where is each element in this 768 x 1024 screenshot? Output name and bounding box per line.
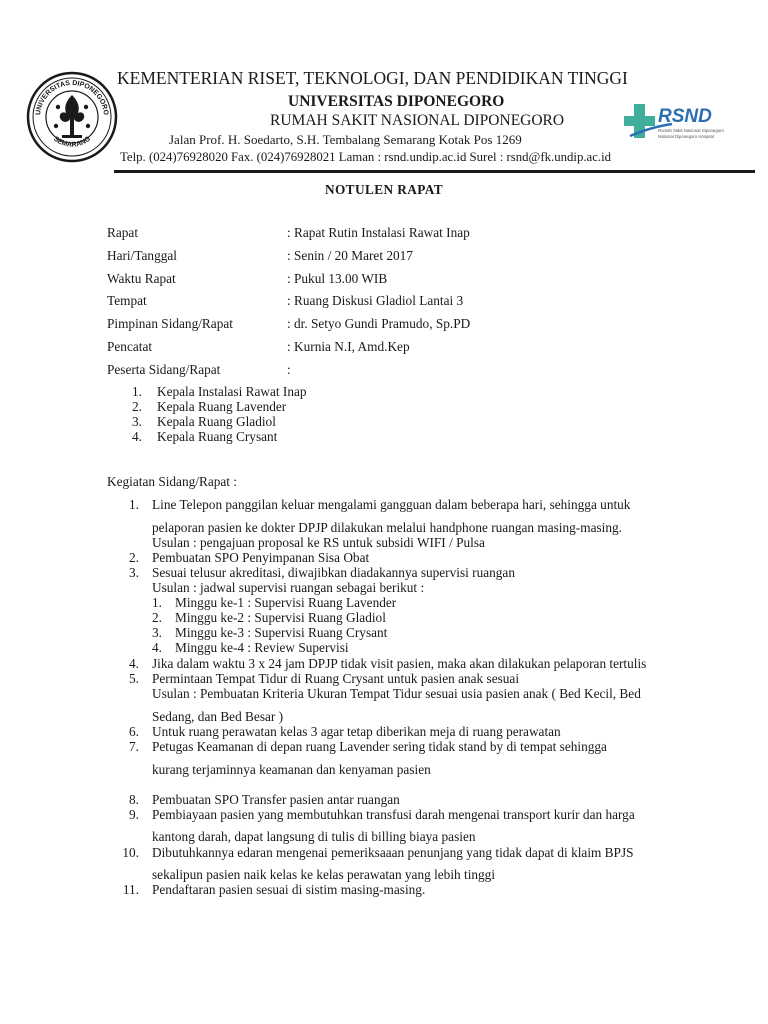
meta-value: : Ruang Diskusi Gladiol Lantai 3 <box>287 293 464 308</box>
list-item-line: Jika dalam waktu 3 x 24 jam DPJP tidak visit pasien, maka akan dilakukan pelaporan tertulis <box>152 656 647 671</box>
list-item-line: Dibutuhkannya edaran mengenai pemeriksaaan penunjang yang tidak dapat di klaim BPJS <box>152 845 634 860</box>
seal-top-text: UNIVERSITAS DIPONEGORO <box>34 79 110 116</box>
meta-value: : Pukul 13.00 WIB <box>287 271 388 286</box>
rsnd-logo-subtext-2: National Diponegoro Hospital <box>658 134 714 139</box>
list-item-line: Line Telepon panggilan keluar mengalami gangguan dalam beberapa hari, sehingga untuk <box>152 497 631 512</box>
list-item-number: 1. <box>129 497 139 512</box>
list-item: Kepala Instalasi Rawat Inap <box>157 384 307 399</box>
sub-item: Minggu ke-2 : Supervisi Ruang Gladiol <box>175 610 386 625</box>
meta-label: Pimpinan Sidang/Rapat <box>107 316 233 331</box>
list-item-line: Pendaftaran pasien sesuai di sistim masing-masing. <box>152 882 426 897</box>
list-item-line: Untuk ruang perawatan kelas 3 agar tetap diberikan meja di ruang perawatan <box>152 724 561 739</box>
hospital-contact: Telp. (024)76928020 Fax. (024)76928021 Laman : rsnd.undip.ac.id Surel : rsnd@fk.undip.ac.id <box>120 150 612 164</box>
list-item-line: Sesuai telusur akreditasi, diwajibkan diadakannya supervisi ruangan <box>152 565 515 580</box>
rsnd-logo <box>624 100 740 146</box>
list-item: Kepala Ruang Gladiol <box>157 414 276 429</box>
list-item-line: kantong darah, dapat langsung di tulis di billing biaya pasien <box>152 829 476 844</box>
list-item-number: 4. <box>129 656 139 671</box>
list-item-line: Sedang, dan Bed Besar ) <box>152 709 284 724</box>
sub-item: Minggu ke-3 : Supervisi Ruang Crysant <box>175 625 388 640</box>
list-item-number: 3. <box>132 414 142 429</box>
list-item-line: Usulan : Pembuatan Kriteria Ukuran Tempat Tidur sesuai usia pasien anak ( Bed Kecil, Bed <box>152 686 641 701</box>
list-item-number: 3. <box>129 565 139 580</box>
list-item-line: Usulan : pengajuan proposal ke RS untuk subsidi WIFI / Pulsa <box>152 535 485 550</box>
list-item-line: Pembuatan SPO Penyimpanan Sisa Obat <box>152 550 370 565</box>
list-item-number: 10. <box>122 845 139 860</box>
list-item-line: Usulan : jadwal supervisi ruangan sebagai berikut : <box>152 580 425 595</box>
hospital-name: RUMAH SAKIT NASIONAL DIPONEGORO <box>270 112 565 129</box>
list-item-line: sekalipun pasien naik kelas ke kelas perawatan yang lebih tinggi <box>152 867 496 882</box>
list-item-line: Pembiayaan pasien yang membutuhkan transfusi darah mengenai transport kurir dan harga <box>152 807 635 822</box>
sub-item-number: 2. <box>152 610 162 625</box>
meta-value: : Rapat Rutin Instalasi Rawat Inap <box>287 225 470 240</box>
list-item-number: 5. <box>129 671 139 686</box>
list-item-number: 8. <box>129 792 139 807</box>
meta-label: Hari/Tanggal <box>107 248 177 263</box>
list-item: Kepala Ruang Crysant <box>157 429 278 444</box>
meta-label: Pencatat <box>107 339 153 354</box>
list-item-line: pelaporan pasien ke dokter DPJP dilakukan melalui handphone ruangan masing-masing. <box>152 520 622 535</box>
sub-item: Minggu ke-1 : Supervisi Ruang Lavender <box>175 595 397 610</box>
list-item-line: kurang terjaminnya keamanan dan kenyaman pasien <box>152 762 431 777</box>
list-item-number: 11. <box>122 882 139 897</box>
list-item-number: 1. <box>132 384 142 399</box>
meta-value: : <box>287 362 291 377</box>
meta-label: Rapat <box>107 225 139 240</box>
list-item-number: 2. <box>129 550 139 565</box>
meta-label: Waktu Rapat <box>107 271 176 286</box>
sub-item-number: 4. <box>152 640 162 655</box>
list-item-number: 6. <box>129 724 139 739</box>
ministry-name: KEMENTERIAN RISET, TEKNOLOGI, DAN PENDIDIKAN TINGGI <box>117 68 628 88</box>
document-title: NOTULEN RAPAT <box>324 182 444 197</box>
letterhead-divider <box>114 170 755 173</box>
sub-item: Minggu ke-4 : Review Supervisi <box>175 640 349 655</box>
list-item-number: 4. <box>132 429 142 444</box>
list-item-line: Petugas Keamanan di depan ruang Lavender sering tidak stand by di tempat sehingga <box>152 739 607 754</box>
list-item-number: 7. <box>129 739 139 754</box>
rsnd-logo-text: RSND <box>658 106 712 127</box>
meta-value: : Senin / 20 Maret 2017 <box>287 248 413 263</box>
rsnd-logo-subtext-1: Rumah Sakit Nasional Diponegoro <box>658 128 724 133</box>
list-item-line: Pembuatan SPO Transfer pasien antar ruangan <box>152 792 400 807</box>
meta-value: : dr. Setyo Gundi Pramudo, Sp.PD <box>287 316 471 331</box>
meta-label: Tempat <box>107 293 147 308</box>
sub-item-number: 3. <box>152 625 162 640</box>
meta-label: Peserta Sidang/Rapat <box>107 362 221 377</box>
university-seal-logo <box>26 71 118 163</box>
list-item-line: Permintaan Tempat Tidur di Ruang Crysant untuk pasien anak sesuai <box>152 671 520 686</box>
activities-heading: Kegiatan Sidang/Rapat : <box>107 474 237 489</box>
hospital-address: Jalan Prof. H. Soedarto, S.H. Tembalang Semarang Kotak Pos 1269 <box>169 132 522 147</box>
list-item-number: 2. <box>132 399 142 414</box>
list-item: Kepala Ruang Lavender <box>157 399 287 414</box>
sub-item-number: 1. <box>152 595 162 610</box>
list-item-number: 9. <box>129 807 139 822</box>
seal-bottom-text: SEMARANG <box>51 135 93 149</box>
university-name: UNIVERSITAS DIPONEGORO <box>288 93 505 110</box>
meta-value: : Kurnia N.I, Amd.Kep <box>287 339 410 354</box>
